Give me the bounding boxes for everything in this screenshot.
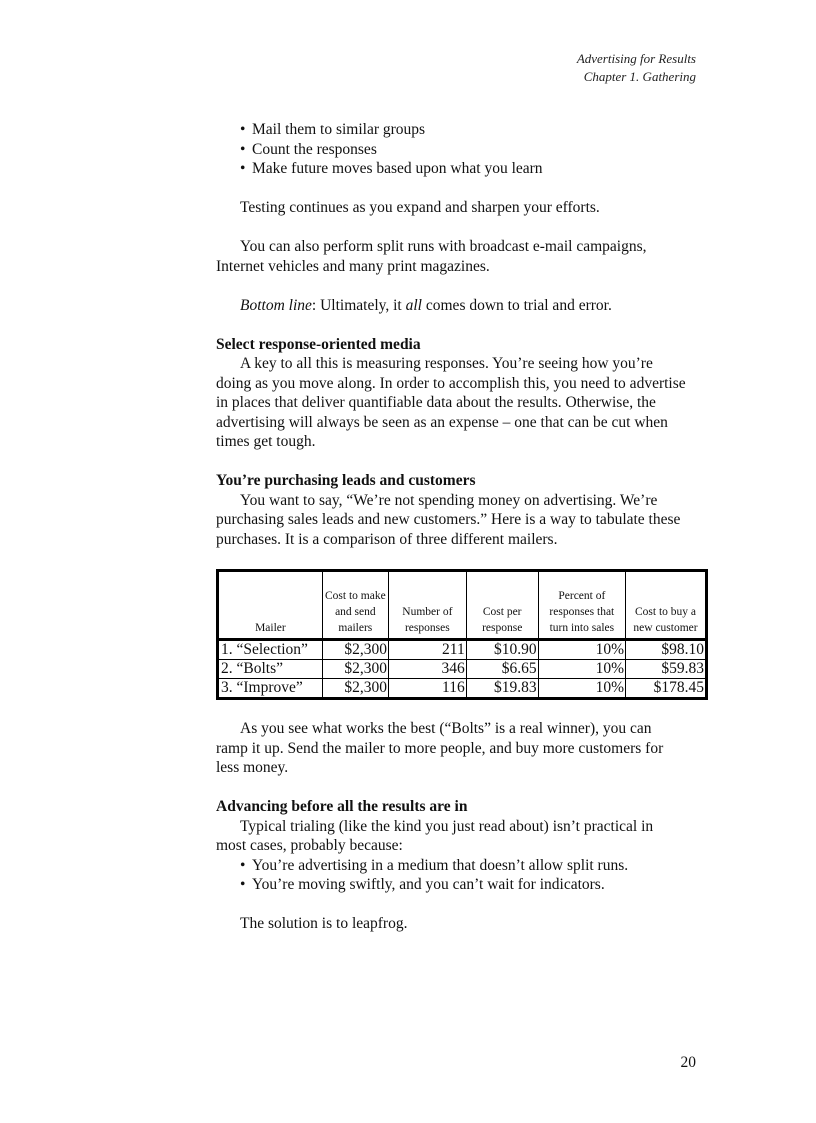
paragraph-after-table: As you see what works the best (“Bolts” is a real winner), you can ramp it up. Send the mailer to more people, and buy more customers for less money. xyxy=(216,720,664,776)
table-cell: 10% xyxy=(538,678,625,698)
section-heading: You’re purchasing leads and customers xyxy=(216,472,476,489)
table-cell: $2,300 xyxy=(322,659,388,678)
column-header: Mailer xyxy=(255,621,286,634)
column-header: Cost to make and send mailers xyxy=(322,570,388,639)
section-body: Typical trialing (like the kind you just read about) isn’t practical in most cases, probably because: xyxy=(216,817,654,854)
table-cell: $59.83 xyxy=(626,659,707,678)
table-row xyxy=(218,639,707,659)
column-header: Number of responses xyxy=(388,570,466,639)
paragraph-testing: Testing continues as you expand and sharpen your efforts. xyxy=(240,199,600,216)
mailer-comparison-table xyxy=(216,569,708,700)
table-cell: 2. “Bolts” xyxy=(218,659,323,678)
table-cell: $178.45 xyxy=(626,678,707,698)
body-text xyxy=(216,120,704,934)
list-item: • You’re advertising in a medium that doesn’t allow split runs. xyxy=(216,856,686,876)
bullet-list-reasons xyxy=(216,856,686,895)
table-header-row xyxy=(218,570,707,639)
table-cell: 116 xyxy=(388,678,466,698)
bullet-list-top xyxy=(216,120,686,179)
bottom-line-text-end: comes down to trial and error. xyxy=(422,296,612,314)
list-item: • Count the responses xyxy=(216,140,686,160)
list-item: • You’re moving swiftly, and you can’t wait for indicators. xyxy=(216,875,686,895)
paragraph-split-runs: You can also perform split runs with broadcast e-mail campaigns, Internet vehicles and many print magazines. xyxy=(216,238,647,275)
list-item: • Make future moves based upon what you learn xyxy=(216,159,686,179)
table-cell: $6.65 xyxy=(466,659,538,678)
section-heading: Select response-oriented media xyxy=(216,335,421,353)
table-row xyxy=(218,659,707,678)
table-cell: 1. “Selection” xyxy=(221,640,308,658)
paragraph-solution: The solution is to leapfrog. xyxy=(240,915,408,932)
page-number: 20 xyxy=(680,1054,696,1071)
list-item: • Mail them to similar groups xyxy=(216,120,686,140)
bottom-line-label: Bottom line xyxy=(240,296,312,314)
column-header: Percent of responses that turn into sales xyxy=(538,570,625,639)
running-head xyxy=(577,50,696,86)
section-heading: Advancing before all the results are in xyxy=(216,798,468,815)
chapter-title: Chapter 1. Gathering xyxy=(583,69,696,84)
paragraph-bottom-line xyxy=(216,296,686,316)
table-cell: $2,300 xyxy=(322,678,388,698)
table-cell: 346 xyxy=(388,659,466,678)
column-header: Cost to buy a new customer xyxy=(626,570,707,639)
column-header: Cost per response xyxy=(466,570,538,639)
table-cell: 10% xyxy=(538,659,625,678)
table-cell: $10.90 xyxy=(466,639,538,659)
table-cell: $19.83 xyxy=(466,678,538,698)
section-body: You want to say, “We’re not spending money on advertising. We’re purchasing sales leads and new customers.” Here is a way to tabulate these purchases. It is a comparison of three different mailers. xyxy=(216,491,681,548)
table-cell: $98.10 xyxy=(626,639,707,659)
book-title: Advertising for Results xyxy=(576,51,696,66)
bottom-line-text: : Ultimately, it xyxy=(311,296,406,314)
bottom-line-emphasis: all xyxy=(405,296,422,314)
table-cell: $2,300 xyxy=(322,639,388,659)
table-cell: 10% xyxy=(538,639,625,659)
section-body: A key to all this is measuring responses. You’re seeing how you’re doing as you move along. In order to accomplish this, you need to advertise in places that deliver quantifiable data about the results. Otherwise, the advertising will always be seen as an expense – one that can be cut when times get tough. xyxy=(216,355,686,450)
table-cell: 211 xyxy=(388,639,466,659)
table-cell: 3. “Improve” xyxy=(218,678,323,698)
table-row xyxy=(218,678,707,698)
